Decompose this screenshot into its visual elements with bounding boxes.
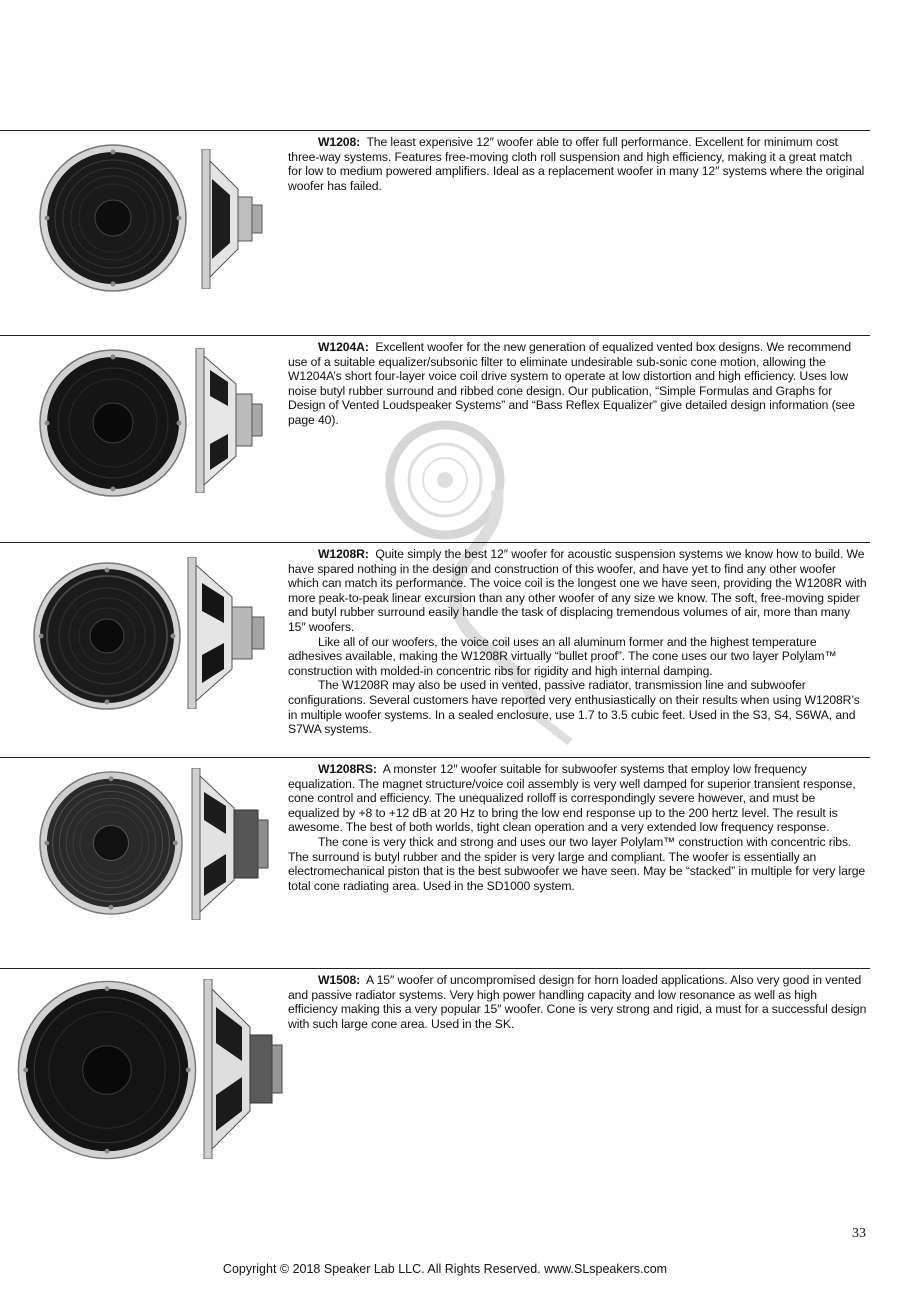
description-paragraph: The W1208R may also be used in vented, passive radiator, transmission line and subwoofer configurations. Several customers have reported very enthusiastically on their results when using W1208R’s in multiple woofer systems. In a sealed enclosure, use 1.7 to 3.5 cubic feet. Used in the S3, S4, S6WA, and S7WA systems.: [288, 678, 860, 737]
product-description: [288, 340, 868, 428]
description-paragraph: The least expensive 12″ woofer able to offer full performance. Excellent for minimum cost three-way systems. Features free-moving cloth roll suspension and high efficiency, making it a great match for low to medium powered amplifiers. Ideal as a replacement woofer in many 12″ systems where the original woofer has failed.: [288, 135, 865, 193]
woofer-side-image: [198, 149, 268, 289]
model-name: W1208RS:: [318, 762, 377, 776]
product-description: [288, 973, 868, 1031]
woofer-front-image: [38, 143, 188, 293]
description-paragraph: The cone is very thick and strong and uses our two layer Polylam™ construction with concentric ribs. The surround is butyl rubber and the spider is very large and compliant. The woofer is essentially an electromechanical piston that is the best subwoofer we have seen. May be “stacked” in multiple for very large total cone radiating area. Used in the SD1000 system.: [288, 834, 866, 893]
woofer-front-image: [38, 348, 188, 498]
woofer-side-image: [190, 768, 272, 920]
model-name: W1508:: [318, 973, 361, 987]
woofer-side-image: [186, 557, 270, 709]
description-paragraph: Like all of our woofers, the voice coil uses an all aluminum former and the highest temperature adhesives available, making the W1208R virtually “bullet proof”. The cone uses our two layer Polylam™ construction with molded-in concentric ribs for rigidity and high internal damping.: [288, 634, 837, 678]
product-description: [288, 762, 868, 893]
product-w1208rs: [0, 758, 870, 963]
product-w1204a: [0, 336, 870, 536]
description-paragraph: A monster 12″ woofer suitable for subwoofer systems that employ low frequency equalization. The magnet structure/voice coil assembly is very well damped for superior transient response, cone control and efficiency. The unequalized rolloff is correspondingly severe however, and must be equalized by +8 to +12 dB at 20 Hz to bring the low end response up to the 200 hertz level. The result is awesome. The best of both worlds, tight clean operation and a very extended low frequency response.: [288, 762, 856, 835]
product-w1208: [0, 131, 870, 331]
model-name: W1204A:: [318, 340, 369, 354]
description-paragraph: A 15″ woofer of uncompromised design for horn loaded applications. Also very good in vented and passive radiator systems. Very high power handling capacity and low resonance as well as high efficiency making this a very popular 15″ woofer. Cone is very strong and rigid, a must for a successful design with such large cone area. Used in the SK.: [288, 973, 867, 1031]
model-name: W1208:: [318, 135, 361, 149]
woofer-front-image: [16, 979, 198, 1161]
description-paragraph: Quite simply the best 12″ woofer for acoustic suspension systems we know how to build. We have spared nothing in the design and construction of this woofer, and have yet to find any other woofer which can match its performance. The voice coil is the longest one we have seen, providing the W1208R with more peak-to-peak linear excursion than any other woofer of any size we know. The soft, free-moving spider and butyl rubber surround easily handle the task of displacing tremendous volumes of air, more than many 15″ woofers.: [288, 547, 867, 634]
woofer-front-image: [38, 770, 184, 916]
product-w1208r: [0, 543, 870, 753]
product-description: [288, 135, 868, 193]
product-w1508: [0, 969, 870, 1169]
woofer-side-image: [202, 979, 286, 1159]
copyright-notice: Copyright © 2018 Speaker Lab LLC. All Rights Reserved. www.SLspeakers.com: [222, 1262, 668, 1276]
woofer-front-image: [32, 561, 182, 711]
product-description: [288, 547, 868, 737]
model-name: W1208R:: [318, 547, 369, 561]
description-paragraph: Excellent woofer for the new generation of equalized vented box designs. We recommend use of a suitable equalizer/subsonic filter to eliminate undesirable sub-sonic cone motion, allowing the W1204A’s short four-layer voice coil drive system to operate at low distortion and high efficiency. Uses low noise butyl rubber surround and ribbed cone design. Our publication, “Simple Formulas and Graphs for Design of Vented Loudspeaker Systems” and “Bass Reflex Equalizer” give detailed design information (see page 40).: [288, 340, 855, 427]
page-number: 33: [852, 1226, 866, 1241]
woofer-side-image: [194, 348, 266, 493]
